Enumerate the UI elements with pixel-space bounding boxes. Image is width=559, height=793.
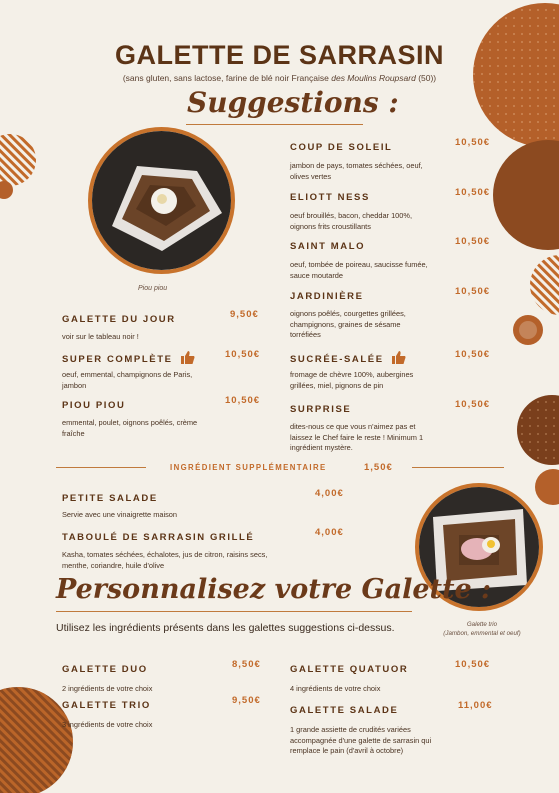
side-price: 4,00€ [315,488,344,499]
side-name: TABOULÉ DE SARRASIN GRILLÉ [62,532,255,543]
item-name: GALETTE DUO [62,664,148,675]
trio-caption [432,620,532,638]
side-item [62,527,362,571]
item-price: 10,50€ [455,187,491,198]
item-desc: dites-nous ce que vous n'aimez pas et laissez le Chef faire le reste ! Minimum 1 ingrédient mystère. [290,422,424,452]
item-price: 10,50€ [455,236,491,247]
supplement-price: 1,50€ [364,462,393,473]
subtitle-suffix: (50)) [418,73,437,83]
side-item [62,488,362,521]
trio-caption-line2: (Jambon, emmental et oeuf) [443,630,521,637]
item-price: 11,00€ [458,700,493,711]
item-desc: oeuf, emmental, champignons de Paris, jambon [62,370,193,390]
item-desc: 1 grande assiette de crudités variées accompagnée d'une galette de sarrasin qui remplace le pain (d'avril à octobre) [290,725,432,755]
menu-item [290,700,502,760]
item-name: SUPER COMPLÈTE [62,354,173,365]
menu-item [62,395,272,438]
galette-photo [88,127,235,274]
item-price: 9,50€ [230,309,259,320]
thumbs-up-icon [181,351,195,364]
photo-caption: Piou piou [138,285,168,292]
trio-caption-line1: Galette trio [466,621,498,628]
item-price: 10,50€ [455,659,491,670]
item-desc: oignons poêlés, courgettes grillées, champignons, graines de sésame torréfiées [290,309,406,339]
page-title: GALETTE DE SARRASIN [114,40,445,70]
supplement-rule-left [56,467,146,468]
personalize-subtitle: Utilisez les ingrédients présents dans les galettes suggestions ci-dessus. [56,622,395,634]
side-price: 4,00€ [315,527,344,538]
item-price: 10,50€ [225,395,261,406]
menu-item [290,659,502,700]
suggestions-title: Suggestions : [187,86,399,119]
menu-item [290,399,502,452]
personalize-title: Personnalisez votre Galette : [56,574,492,605]
suggestions-left [62,309,272,438]
item-desc: jambon de pays, tomates séchées, oeuf, olives vertes [290,161,423,181]
item-price: 10,50€ [455,286,491,297]
menu-item [290,187,502,236]
thumbs-up-icon [392,351,406,364]
menu-item [290,137,502,187]
item-desc: emmental, poulet, oignons poêlés, crème fraîche [62,418,198,438]
item-name: GALETTE TRIO [62,700,151,711]
item-price: 10,50€ [455,137,491,148]
item-price: 9,50€ [232,695,261,706]
side-desc: Servie avec une vinaigrette maison [62,510,178,519]
galette-image [92,131,231,270]
item-desc: voir sur le tableau noir ! [62,332,139,341]
item-name: GALETTE DU JOUR [62,314,176,325]
item-desc: oeuf brouillés, bacon, cheddar 100%, oignons frits croustillants [290,211,413,231]
item-desc: 3 ingrédients de votre choix [62,720,153,729]
item-name: GALETTE SALADE [290,705,399,716]
menu-item [290,349,502,399]
supplement-label: INGRÉDIENT SUPPLÉMENTAIRE [170,463,327,472]
item-desc: oeuf, tombée de poireau, saucisse fumée, sauce moutarde [290,260,428,280]
menu-item [290,236,502,286]
item-name: PIOU PIOU [62,400,126,411]
suggestions-right [290,137,502,452]
item-name: SAINT MALO [290,241,366,252]
personalize-right [290,659,502,760]
item-price: 10,50€ [455,399,491,410]
item-name: COUP DE SOLEIL [290,142,393,153]
item-desc: 4 ingrédients de votre choix [290,684,381,693]
subtitle-prefix: (sans gluten, sans lactose, farine de blé noir Française [122,73,329,83]
menu-item [62,349,272,395]
item-desc: fromage de chèvre 100%, aubergines grillées, miel, pignons de pin [290,370,414,390]
item-name: SURPRISE [290,404,352,415]
menu-item [62,659,272,695]
personalize-left [62,659,272,731]
suggestions-underline [186,124,363,125]
side-name: PETITE SALADE [62,493,158,504]
item-price: 8,50€ [232,659,261,670]
item-price: 10,50€ [455,349,491,360]
item-name: JARDINIÈRE [290,291,364,302]
item-name: ELIOTT NESS [290,192,370,203]
item-price: 10,50€ [225,349,261,360]
supplement-rule-right [412,467,504,468]
side-desc: Kasha, tomates séchées, échalotes, jus de citron, raisins secs, menthe, coriandre, huile d'olive [62,550,268,570]
menu-item [62,309,272,349]
menu-item [62,695,272,731]
item-name: GALETTE QUATUOR [290,664,409,675]
menu-item [290,286,502,349]
page-subtitle [0,73,559,83]
item-desc: 2 ingrédients de votre choix [62,684,153,693]
item-name: SUCRÉE-SALÉE [290,354,384,365]
subtitle-mill: des Moulins Roupsard [331,73,416,83]
personalize-underline [56,611,412,612]
